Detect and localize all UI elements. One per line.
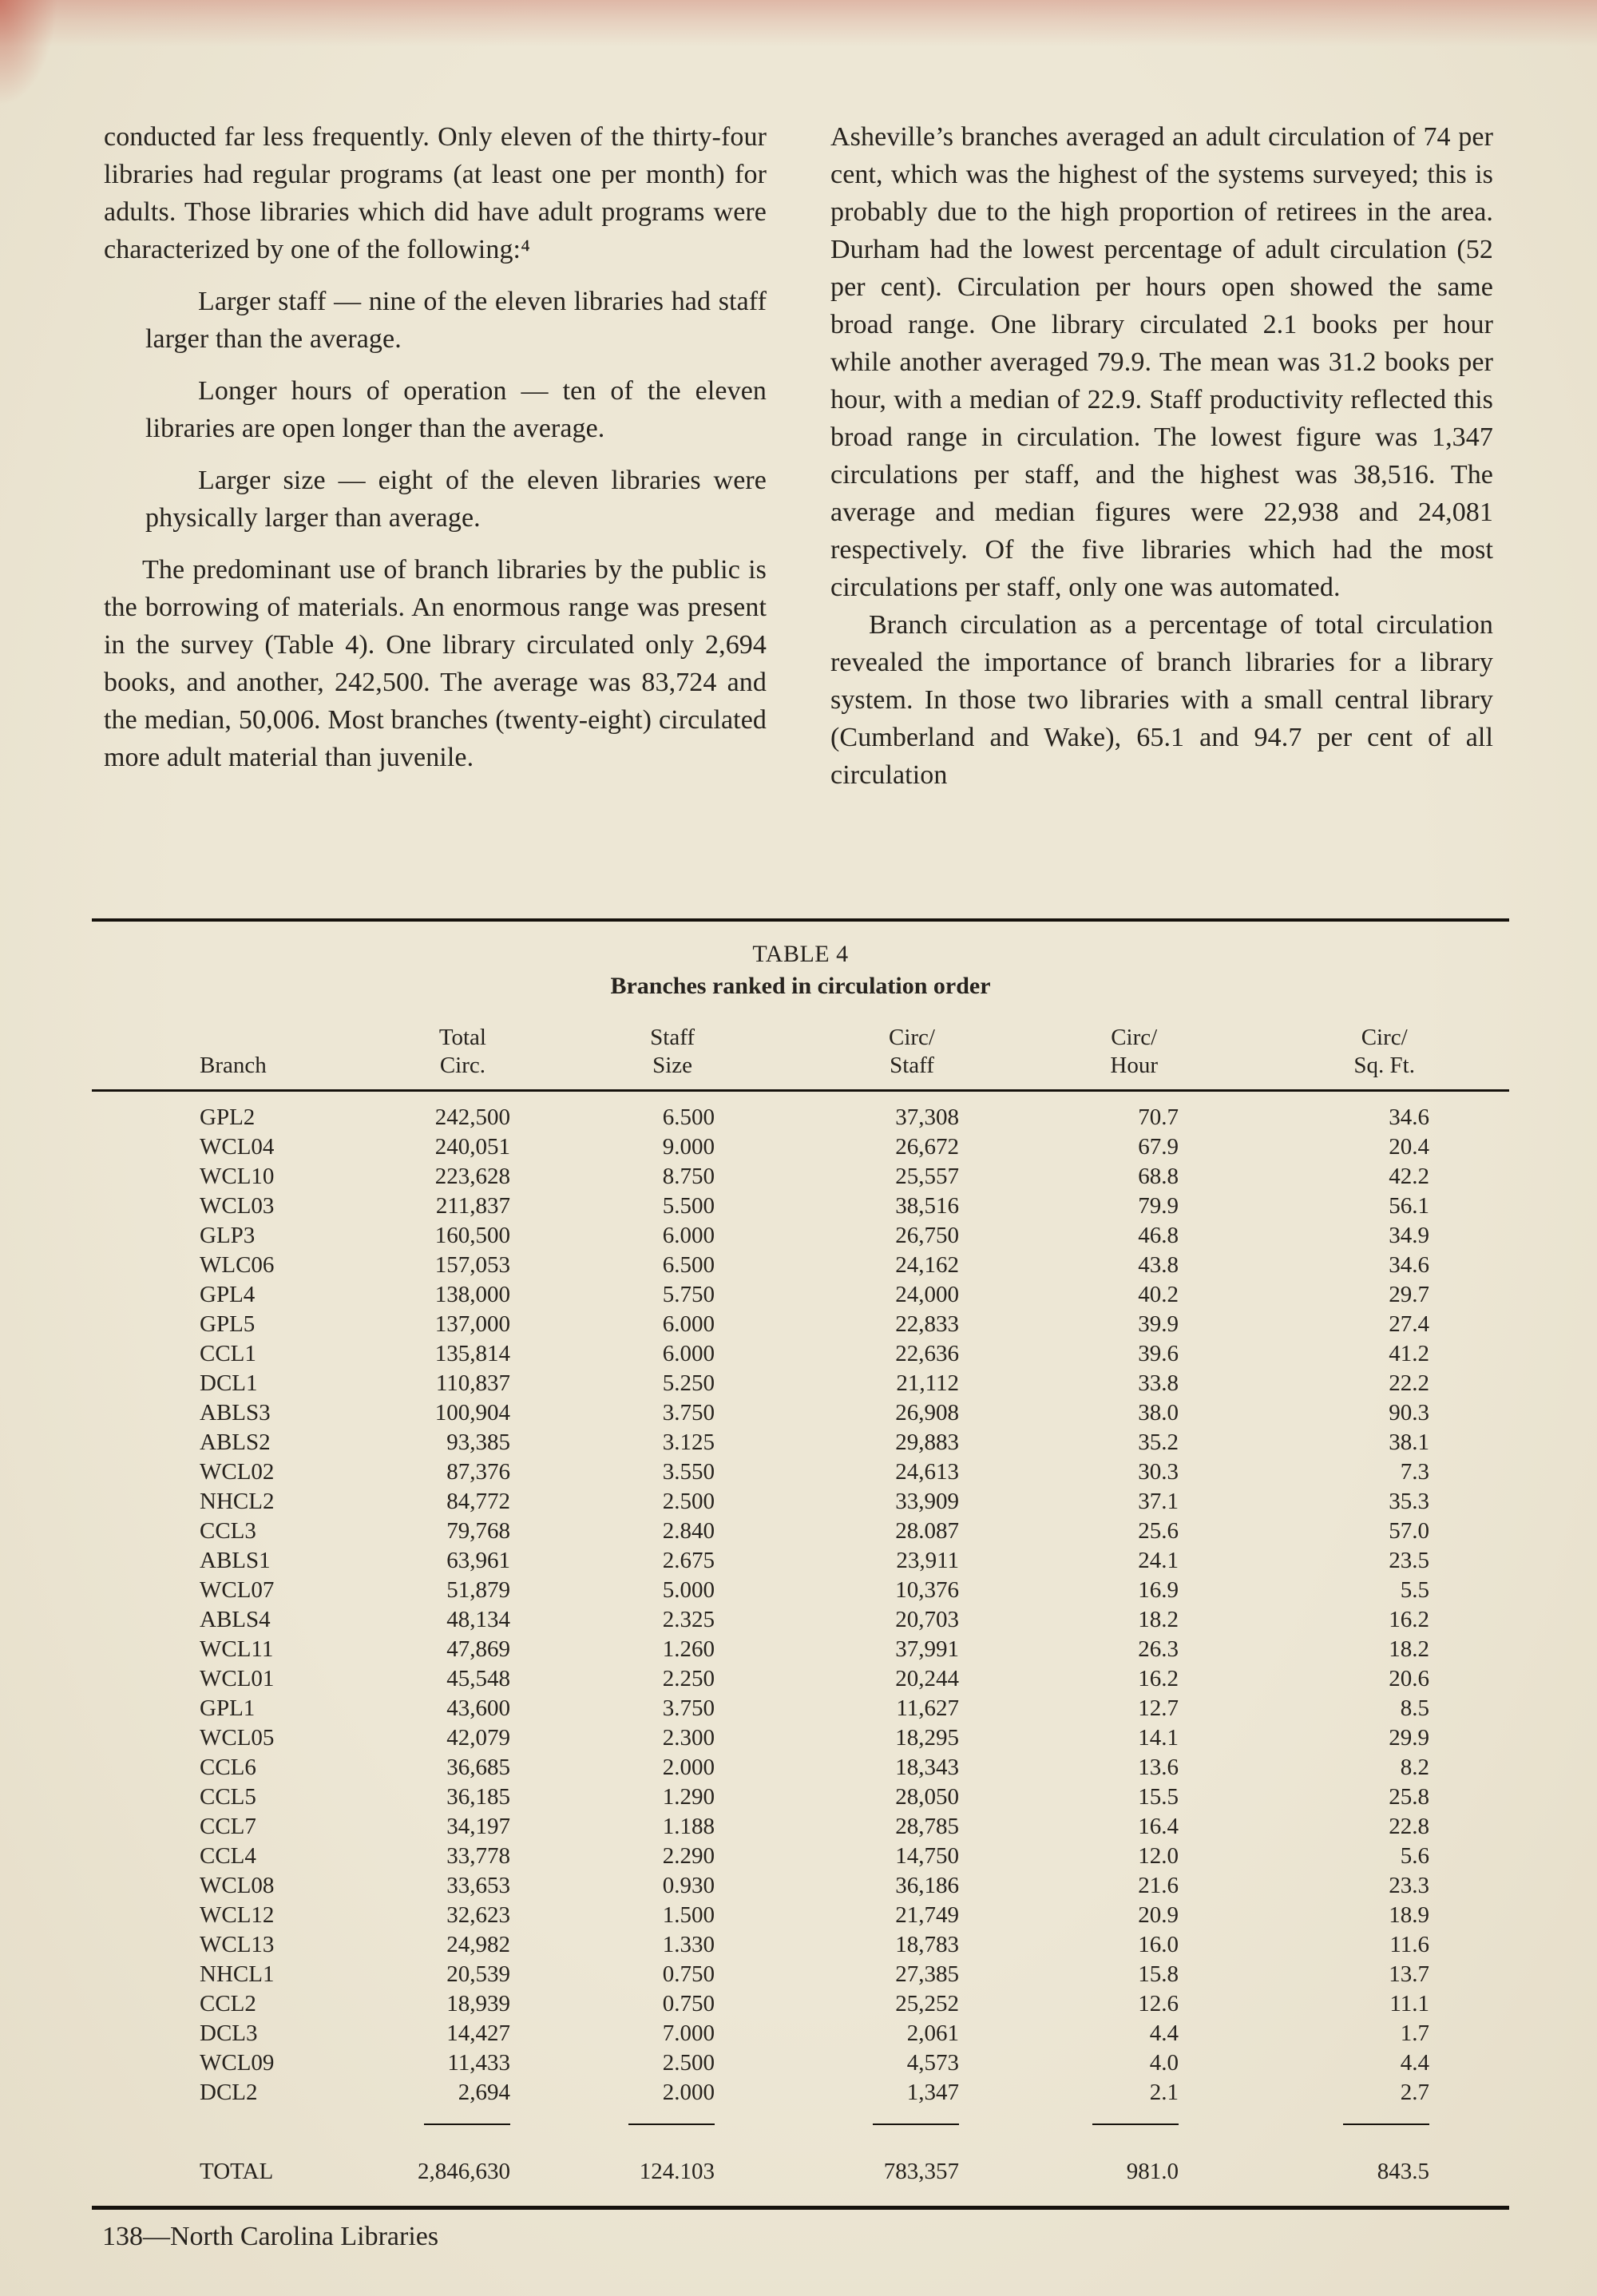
sum-underline — [628, 2120, 715, 2125]
value-cell: 39.9 — [1138, 1311, 1179, 1337]
list-item-longer-hours: Longer hours of operation — ten of the eleven libraries are open longer than the average. — [145, 376, 767, 443]
table-head — [92, 1024, 1509, 1091]
value-cell: 15.8 — [1138, 1961, 1179, 1987]
value-cell: 1.500 — [662, 1902, 715, 1928]
table-row — [92, 1457, 1509, 1487]
table-row — [92, 1428, 1509, 1457]
value-cell: 6.000 — [662, 1223, 715, 1248]
table-row — [92, 1546, 1509, 1576]
total-value-cell: 783,357 — [883, 2159, 959, 2184]
value-cell: 1.188 — [662, 1814, 715, 1839]
value-cell: 13.6 — [1138, 1755, 1179, 1780]
value-cell: 14,427 — [446, 2020, 510, 2046]
branch-cell: CCL4 — [200, 1843, 256, 1869]
value-cell: 18.2 — [1389, 1636, 1429, 1662]
value-cell: 22,833 — [895, 1311, 959, 1337]
value-cell: 43.8 — [1138, 1252, 1179, 1278]
value-cell: 1.260 — [662, 1636, 715, 1662]
total-label-cell: TOTAL — [200, 2159, 274, 2184]
value-cell: 223,628 — [434, 1164, 510, 1189]
value-cell: 2.290 — [662, 1843, 715, 1869]
branch-cell: WCL13 — [200, 1932, 275, 1957]
value-cell: 1,347 — [906, 2080, 959, 2105]
column-header-3: Circ/ Staff — [719, 1024, 962, 1091]
branch-cell: WCL03 — [200, 1193, 275, 1219]
table-bottom-rule — [92, 2206, 1509, 2210]
total-value-cell: 2,846,630 — [418, 2159, 510, 2184]
value-cell: 3.750 — [662, 1400, 715, 1426]
table-row — [92, 1091, 1509, 1133]
value-cell: 110,837 — [435, 1370, 510, 1396]
value-cell: 36,185 — [446, 1784, 510, 1810]
table-foot — [92, 2133, 1509, 2187]
table-row — [92, 1723, 1509, 1753]
value-cell: 240,051 — [434, 1134, 510, 1160]
value-cell: 33,653 — [446, 1873, 510, 1898]
column-header-2: Staff Size — [515, 1024, 719, 1091]
value-cell: 13.7 — [1389, 1961, 1429, 1987]
value-cell: 135,814 — [434, 1341, 510, 1366]
branch-cell: DCL3 — [200, 2020, 258, 2046]
value-cell: 29.9 — [1389, 1725, 1429, 1751]
value-cell: 38.0 — [1138, 1400, 1179, 1426]
value-cell: 32,623 — [446, 1902, 510, 1928]
value-cell: 6.000 — [662, 1341, 715, 1366]
value-cell: 11.1 — [1389, 1991, 1429, 2016]
value-cell: 7.3 — [1400, 1459, 1429, 1485]
value-cell: 9.000 — [662, 1134, 715, 1160]
value-cell: 2.250 — [662, 1666, 715, 1691]
value-cell: 18.2 — [1138, 1607, 1179, 1632]
value-cell: 3.750 — [662, 1695, 715, 1721]
value-cell: 2.7 — [1400, 2080, 1429, 2105]
value-cell: 211,837 — [435, 1193, 510, 1219]
value-cell: 79,768 — [446, 1518, 510, 1544]
value-cell: 42,079 — [446, 1725, 510, 1751]
total-row — [92, 2133, 1509, 2187]
value-cell: 3.125 — [662, 1430, 715, 1455]
value-cell: 157,053 — [434, 1252, 510, 1278]
branch-cell: CCL5 — [200, 1784, 256, 1810]
total-value-cell: 124.103 — [639, 2159, 715, 2184]
value-cell: 16.2 — [1138, 1666, 1179, 1691]
value-cell: 26,672 — [895, 1134, 959, 1160]
paragraph-branch-circulation: Branch circulation as a percentage of total circulation revealed the importance of branch libraries for a library system. In those two libraries with a small central library (Cumberland and Wake), 65.1 and 94.7 per cent of all circulation — [830, 610, 1493, 790]
value-cell: 20,703 — [895, 1607, 959, 1632]
value-cell: 30.3 — [1138, 1459, 1179, 1485]
value-cell: 160,500 — [434, 1223, 510, 1248]
value-cell: 93,385 — [446, 1430, 510, 1455]
value-cell: 5.250 — [662, 1370, 715, 1396]
table-row — [92, 1901, 1509, 1930]
value-cell: 47,869 — [446, 1636, 510, 1662]
value-cell: 26,908 — [895, 1400, 959, 1426]
sum-underline — [873, 2120, 959, 2125]
branch-cell: GPL5 — [200, 1311, 256, 1337]
value-cell: 21,749 — [895, 1902, 959, 1928]
branch-cell: WCL08 — [200, 1873, 275, 1898]
value-cell: 22.2 — [1389, 1370, 1429, 1396]
value-cell: 34,197 — [446, 1814, 510, 1839]
branch-cell: NHCL1 — [200, 1961, 275, 1987]
value-cell: 87,376 — [446, 1459, 510, 1485]
value-cell: 25.8 — [1389, 1784, 1429, 1810]
value-cell: 0.930 — [662, 1873, 715, 1898]
table-row — [92, 1753, 1509, 1782]
value-cell: 137,000 — [434, 1311, 510, 1337]
paragraph-continued: conducted far less frequently. Only eleven of the thirty-four libraries had regular programs (at least one per month) for adults. Those libraries which did have adult programs were characterized by one of the following:⁴ — [104, 122, 767, 264]
value-cell: 41.2 — [1389, 1341, 1429, 1366]
page-footer: 138—North Carolina Libraries — [102, 2222, 439, 2251]
table-title: TABLE 4 — [752, 941, 849, 967]
table-row — [92, 1782, 1509, 1812]
value-cell: 37,991 — [895, 1636, 959, 1662]
table-row — [92, 1694, 1509, 1723]
table-4-section — [92, 918, 1509, 2210]
value-cell: 34.6 — [1389, 1104, 1429, 1130]
value-cell: 20.9 — [1138, 1902, 1179, 1928]
value-cell: 36,685 — [446, 1755, 510, 1780]
value-cell: 11,433 — [447, 2050, 510, 2076]
value-cell: 4,573 — [906, 2050, 959, 2076]
value-cell: 5.000 — [662, 1577, 715, 1603]
value-cell: 39.6 — [1138, 1341, 1179, 1366]
value-cell: 3.550 — [662, 1459, 715, 1485]
value-cell: 79.9 — [1138, 1193, 1179, 1219]
value-cell: 16.0 — [1138, 1932, 1179, 1957]
table-row — [92, 1842, 1509, 1871]
table-row — [92, 1960, 1509, 1989]
value-cell: 12.0 — [1138, 1843, 1179, 1869]
branch-cell: GLP3 — [200, 1223, 256, 1248]
value-cell: 8.5 — [1400, 1695, 1429, 1721]
value-cell: 43,600 — [446, 1695, 510, 1721]
table-row — [92, 1398, 1509, 1428]
value-cell: 56.1 — [1389, 1193, 1429, 1219]
value-cell: 24,162 — [895, 1252, 959, 1278]
scan-edge-artifact-corner — [0, 0, 72, 136]
value-cell: 6.000 — [662, 1311, 715, 1337]
value-cell: 34.9 — [1389, 1223, 1429, 1248]
value-cell: 24,000 — [895, 1282, 959, 1307]
value-cell: 33,909 — [895, 1489, 959, 1514]
table-row — [92, 1221, 1509, 1251]
value-cell: 90.3 — [1389, 1400, 1429, 1426]
value-cell: 29,883 — [895, 1430, 959, 1455]
table-row — [92, 1664, 1509, 1694]
table-row — [92, 1576, 1509, 1605]
value-cell: 2.325 — [662, 1607, 715, 1632]
branch-cell: DCL2 — [200, 2080, 258, 2105]
table-row — [92, 1517, 1509, 1546]
value-cell: 4.4 — [1400, 2050, 1429, 2076]
value-cell: 20.4 — [1389, 1134, 1429, 1160]
value-cell: 0.750 — [662, 1961, 715, 1987]
column-header-4: Circ/ Hour — [962, 1024, 1182, 1091]
value-cell: 2.500 — [662, 2050, 715, 2076]
value-cell: 67.9 — [1138, 1134, 1179, 1160]
branch-cell: GPL4 — [200, 1282, 256, 1307]
branch-cell: NHCL2 — [200, 1489, 275, 1514]
value-cell: 21.6 — [1138, 1873, 1179, 1898]
value-cell: 23.3 — [1389, 1873, 1429, 1898]
value-cell: 16.4 — [1138, 1814, 1179, 1839]
value-cell: 2.000 — [662, 2080, 715, 2105]
value-cell: 70.7 — [1138, 1104, 1179, 1130]
branch-cell: ABLS2 — [200, 1430, 271, 1455]
table-row — [92, 1871, 1509, 1901]
value-cell: 1.290 — [662, 1784, 715, 1810]
branch-cell: DCL1 — [200, 1370, 258, 1396]
value-cell: 35.2 — [1138, 1430, 1179, 1455]
table-row — [92, 1369, 1509, 1398]
value-cell: 1.330 — [662, 1932, 715, 1957]
branch-cell: WCL11 — [200, 1636, 274, 1662]
branch-cell: ABLS4 — [200, 1607, 271, 1632]
branch-cell: WCL04 — [200, 1134, 275, 1160]
value-cell: 36,186 — [895, 1873, 959, 1898]
value-cell: 28,785 — [895, 1814, 959, 1839]
table-row — [92, 2048, 1509, 2078]
value-cell: 16.9 — [1138, 1577, 1179, 1603]
table-row — [92, 1251, 1509, 1280]
list-item-larger-size: Larger size — eight of the eleven libraries were physically larger than average. — [145, 466, 767, 533]
value-cell: 35.3 — [1389, 1489, 1429, 1514]
value-cell: 16.2 — [1389, 1607, 1429, 1632]
value-cell: 42.2 — [1389, 1164, 1429, 1189]
value-cell: 21,112 — [896, 1370, 959, 1396]
table-top-rule — [92, 918, 1509, 922]
value-cell: 23,911 — [896, 1548, 959, 1573]
table-row — [92, 1487, 1509, 1517]
branch-cell: CCL2 — [200, 1991, 256, 2016]
value-cell: 25,252 — [895, 1991, 959, 2016]
value-cell: 20,244 — [895, 1666, 959, 1691]
column-header-1: Total Circ. — [315, 1024, 515, 1091]
branch-cell: CCL1 — [200, 1341, 256, 1366]
value-cell: 28,050 — [895, 1784, 959, 1810]
value-cell: 0.750 — [662, 1991, 715, 2016]
branch-cell: CCL7 — [200, 1814, 256, 1839]
column-header-5: Circ/ Sq. Ft. — [1182, 1024, 1509, 1091]
table-row — [92, 1930, 1509, 1960]
table-row — [92, 2078, 1509, 2108]
value-cell: 14,750 — [895, 1843, 959, 1869]
branch-cell: GPL1 — [200, 1695, 256, 1721]
value-cell: 11,627 — [896, 1695, 959, 1721]
value-cell: 5.750 — [662, 1282, 715, 1307]
value-cell: 138,000 — [434, 1282, 510, 1307]
value-cell: 46.8 — [1138, 1223, 1179, 1248]
value-cell: 2.300 — [662, 1725, 715, 1751]
table-row — [92, 2019, 1509, 2048]
value-cell: 37,308 — [895, 1104, 959, 1130]
paragraph-predominant-use: The predominant use of branch libraries by the public is the borrowing of materials. An enormous range was present in the survey (Table 4). One library circulated only 2,694 books, and another, 242,500. The average was 83,724 and the median, 50,006. Most branches (twenty-eight) circulated more adult material than juvenile. — [104, 555, 767, 772]
value-cell: 2.675 — [662, 1548, 715, 1573]
sum-underline — [424, 2120, 510, 2125]
table-row — [92, 1280, 1509, 1310]
value-cell: 25,557 — [895, 1164, 959, 1189]
value-cell: 45,548 — [446, 1666, 510, 1691]
branch-cell: WLC06 — [200, 1252, 275, 1278]
table-subtitle: Branches ranked in circulation order — [610, 973, 991, 999]
list-item-larger-staff: Larger staff — nine of the eleven libraries had staff larger than the average. — [145, 287, 767, 354]
value-cell: 18.9 — [1389, 1902, 1429, 1928]
value-cell: 20,539 — [446, 1961, 510, 1987]
value-cell: 15.5 — [1138, 1784, 1179, 1810]
circulation-table — [92, 1024, 1509, 2187]
value-cell: 27,385 — [895, 1961, 959, 1987]
total-value-cell: 843.5 — [1377, 2159, 1429, 2184]
branch-cell: WCL12 — [200, 1902, 275, 1928]
branch-cell: ABLS1 — [200, 1548, 271, 1573]
value-cell: 2.840 — [662, 1518, 715, 1544]
table-row — [92, 1132, 1509, 1162]
table-row — [92, 1812, 1509, 1842]
value-cell: 5.6 — [1400, 1843, 1429, 1869]
value-cell: 22.8 — [1389, 1814, 1429, 1839]
table-row — [92, 1635, 1509, 1664]
branch-cell: ABLS3 — [200, 1400, 271, 1426]
value-cell: 4.0 — [1149, 2050, 1179, 2076]
value-cell: 20.6 — [1389, 1666, 1429, 1691]
value-cell: 14.1 — [1138, 1725, 1179, 1751]
value-cell: 40.2 — [1138, 1282, 1179, 1307]
value-cell: 24,613 — [895, 1459, 959, 1485]
value-cell: 18,343 — [895, 1755, 959, 1780]
value-cell: 7.000 — [662, 2020, 715, 2046]
value-cell: 4.4 — [1149, 2020, 1179, 2046]
scan-edge-artifact-top — [0, 0, 1597, 46]
table-body — [92, 1091, 1509, 2134]
sum-underline — [1343, 2120, 1429, 2125]
value-cell: 12.6 — [1138, 1991, 1179, 2016]
value-cell: 37.1 — [1138, 1489, 1179, 1514]
table-row — [92, 1192, 1509, 1221]
branch-cell: WCL09 — [200, 2050, 275, 2076]
value-cell: 18,939 — [446, 1991, 510, 2016]
left-column — [104, 118, 767, 794]
value-cell: 6.500 — [662, 1104, 715, 1130]
value-cell: 63,961 — [446, 1548, 510, 1573]
value-cell: 2,694 — [458, 2080, 510, 2105]
value-cell: 5.500 — [662, 1193, 715, 1219]
value-cell: 18,783 — [895, 1932, 959, 1957]
value-cell: 2,061 — [906, 2020, 959, 2046]
branch-cell: GPL2 — [200, 1104, 256, 1130]
table-row — [92, 1605, 1509, 1635]
value-cell: 242,500 — [434, 1104, 510, 1130]
column-header-0: Branch — [92, 1024, 315, 1091]
branch-cell: WCL02 — [200, 1459, 275, 1485]
paragraph-asheville: Asheville’s branches averaged an adult circulation of 74 per cent, which was the highest of the systems surveyed; this is probably due to the high proportion of retirees in the area. Durham had the lowest percentage of adult circulation (52 per cent). Circulation per hours open showed the same broad range. One library circulated 2.1 books per hour while another averaged 79.9. The mean was 31.2 books per hour, with a median of 22.9. Staff productivity reflected this broad range in circulation. The lowest figure was 1,347 circulations per staff, and the highest was 38,516. The average and median figures were 22,938 and 24,081 respectively. Of the five libraries which had the most circulations per staff, only one was automated. — [830, 122, 1493, 602]
value-cell: 34.6 — [1389, 1252, 1429, 1278]
branch-cell: CCL6 — [200, 1755, 256, 1780]
value-cell: 26.3 — [1138, 1636, 1179, 1662]
value-cell: 84,772 — [446, 1489, 510, 1514]
value-cell: 38.1 — [1389, 1430, 1429, 1455]
table-row — [92, 1989, 1509, 2019]
value-cell: 29.7 — [1389, 1282, 1429, 1307]
sum-underline — [1092, 2120, 1179, 2125]
table-row — [92, 1162, 1509, 1192]
value-cell: 25.6 — [1138, 1518, 1179, 1544]
value-cell: 18,295 — [895, 1725, 959, 1751]
value-cell: 24.1 — [1138, 1548, 1179, 1573]
value-cell: 68.8 — [1138, 1164, 1179, 1189]
header-row — [92, 1024, 1509, 1091]
value-cell: 5.5 — [1400, 1577, 1429, 1603]
branch-cell: WCL01 — [200, 1666, 275, 1691]
table-row — [92, 1310, 1509, 1339]
value-cell: 22,636 — [895, 1341, 959, 1366]
value-cell: 48,134 — [446, 1607, 510, 1632]
value-cell: 6.500 — [662, 1252, 715, 1278]
value-cell: 33.8 — [1138, 1370, 1179, 1396]
branch-cell: WCL07 — [200, 1577, 275, 1603]
value-cell: 26,750 — [895, 1223, 959, 1248]
value-cell: 24,982 — [446, 1932, 510, 1957]
value-cell: 33,778 — [446, 1843, 510, 1869]
value-cell: 12.7 — [1138, 1695, 1179, 1721]
value-cell: 10,376 — [895, 1577, 959, 1603]
value-cell: 1.7 — [1400, 2020, 1429, 2046]
value-cell: 2.000 — [662, 1755, 715, 1780]
value-cell: 28.087 — [895, 1518, 959, 1544]
sum-rule-row — [92, 2108, 1509, 2133]
branch-cell: WCL05 — [200, 1725, 275, 1751]
branch-cell: CCL3 — [200, 1518, 256, 1544]
value-cell: 8.750 — [662, 1164, 715, 1189]
table-row — [92, 1339, 1509, 1369]
article-body — [104, 118, 1493, 794]
value-cell: 51,879 — [446, 1577, 510, 1603]
value-cell: 8.2 — [1400, 1755, 1429, 1780]
value-cell: 11.6 — [1389, 1932, 1429, 1957]
value-cell: 100,904 — [434, 1400, 510, 1426]
branch-cell: WCL10 — [200, 1164, 275, 1189]
value-cell: 2.500 — [662, 1489, 715, 1514]
right-column — [830, 118, 1493, 794]
value-cell: 57.0 — [1389, 1518, 1429, 1544]
value-cell: 2.1 — [1149, 2080, 1179, 2105]
value-cell: 38,516 — [895, 1193, 959, 1219]
value-cell: 23.5 — [1389, 1548, 1429, 1573]
total-value-cell: 981.0 — [1126, 2159, 1179, 2184]
value-cell: 27.4 — [1389, 1311, 1429, 1337]
